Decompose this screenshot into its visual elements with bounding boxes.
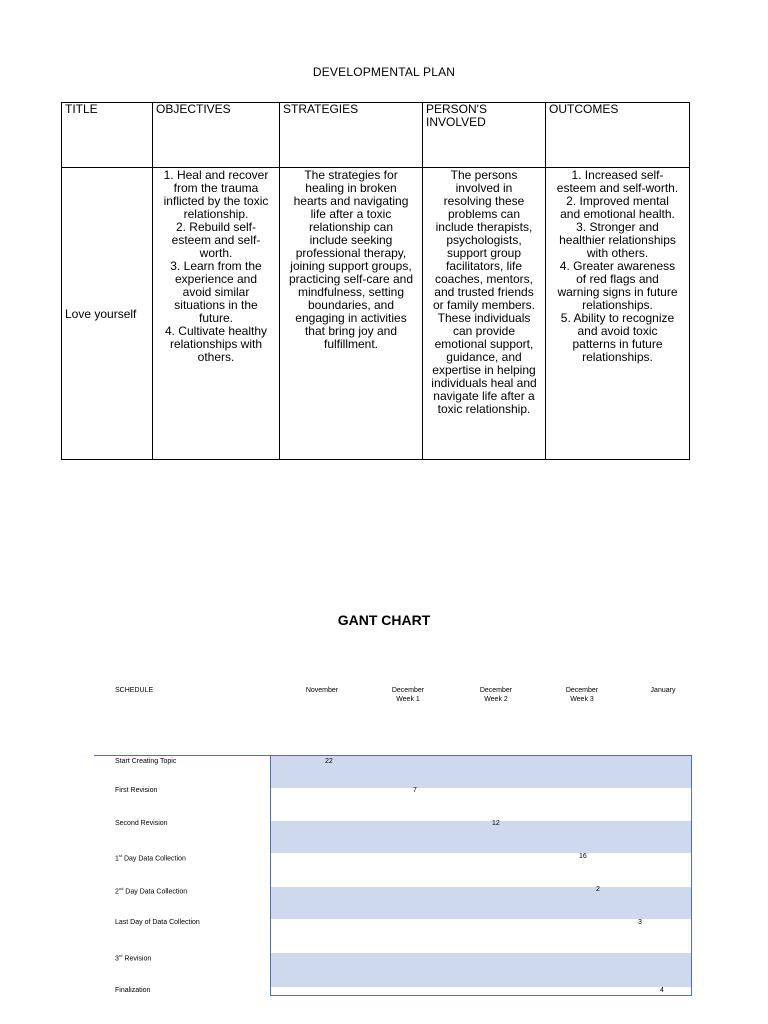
task-value-2nd-day-data-collection: 2 — [596, 886, 600, 893]
task-value-start-creating-topic: 22 — [325, 758, 333, 765]
table-row — [62, 168, 690, 460]
task-value-second-revision: 12 — [492, 820, 500, 827]
task-value-first-revision: 7 — [413, 787, 417, 794]
cell-persons-involved: The persons involved in resolving these problems can include therapists, psychologists, support group facilitators, life coaches, mentors, and trusted friends or family members. These individuals can provide emotional support, guidance, and expertise in helping individuals heal and navigate life after a toxic relationship. — [423, 168, 546, 460]
gant-chart-grid — [270, 756, 692, 996]
task-label-second-revision: Second Revision — [115, 820, 168, 827]
task-value-finalization: 4 — [660, 987, 664, 994]
schedule-header: SCHEDULE — [115, 687, 154, 694]
cell-strategies: The strategies for healing in broken hearts and navigating life after a toxic relationship can include seeking professional therapy, joining support groups, practicing self-care and mindfulness, setting boundaries, and engaging in activities that bring joy and fulfillment. — [280, 168, 423, 460]
header-strategies: STRATEGIES — [280, 103, 423, 168]
developmental-plan-title: DEVELOPMENTAL PLAN — [312, 65, 456, 79]
header-objectives: OBJECTIVES — [153, 103, 280, 168]
task-label-first-revision: First Revision — [115, 787, 158, 794]
task-label-last-day-of-data-collection: Last Day of Data Collection — [115, 919, 200, 926]
header-persons-involved: PERSON'S INVOLVED — [423, 103, 546, 168]
developmental-plan-table — [61, 102, 690, 460]
gant-chart-title: GANT CHART — [337, 612, 431, 628]
column-header-january: January — [650, 687, 676, 694]
column-header-november: November — [305, 687, 339, 694]
cell-objectives: 1. Heal and recover from the trauma inflicted by the toxic relationship. 2. Rebuild self- esteem and self- worth. 3. Learn from the experience and avoid similar situations in the future. 4. Cultivate healthy relationships with others. — [153, 168, 280, 460]
task-label-2nd-day-data-collection: 2nd Day Data Collection — [115, 886, 188, 896]
column-header-december-week-1: December Week 1 — [391, 687, 425, 703]
column-header-december-week-2: December Week 2 — [479, 687, 513, 703]
task-label-start-creating-topic: Start Creating Topic — [115, 758, 177, 765]
table-header-row — [62, 103, 690, 168]
task-value-1st-day-data-collection: 16 — [579, 853, 587, 860]
task-label-1st-day-data-collection: 1st Day Data Collection — [115, 853, 186, 863]
header-outcomes: OUTCOMES — [546, 103, 690, 168]
header-title: TITLE — [62, 103, 153, 168]
cell-title: Love yourself — [62, 168, 153, 460]
column-header-december-week-3: December Week 3 — [565, 687, 599, 703]
task-label-3rd-revision: 3rd Revision — [115, 953, 152, 963]
cell-outcomes: 1. Increased self- esteem and self-worth. 2. Improved mental and emotional health. 3. Stronger and healthier relationships with others. 4. Greater awareness of red flags and warning signs in future relationships. 5. Ability to recognize and avoid toxic patterns in future relationships. — [546, 168, 690, 460]
task-value-last-day-of-data-collection: 3 — [638, 919, 642, 926]
task-label-finalization: Finalization — [115, 987, 151, 994]
